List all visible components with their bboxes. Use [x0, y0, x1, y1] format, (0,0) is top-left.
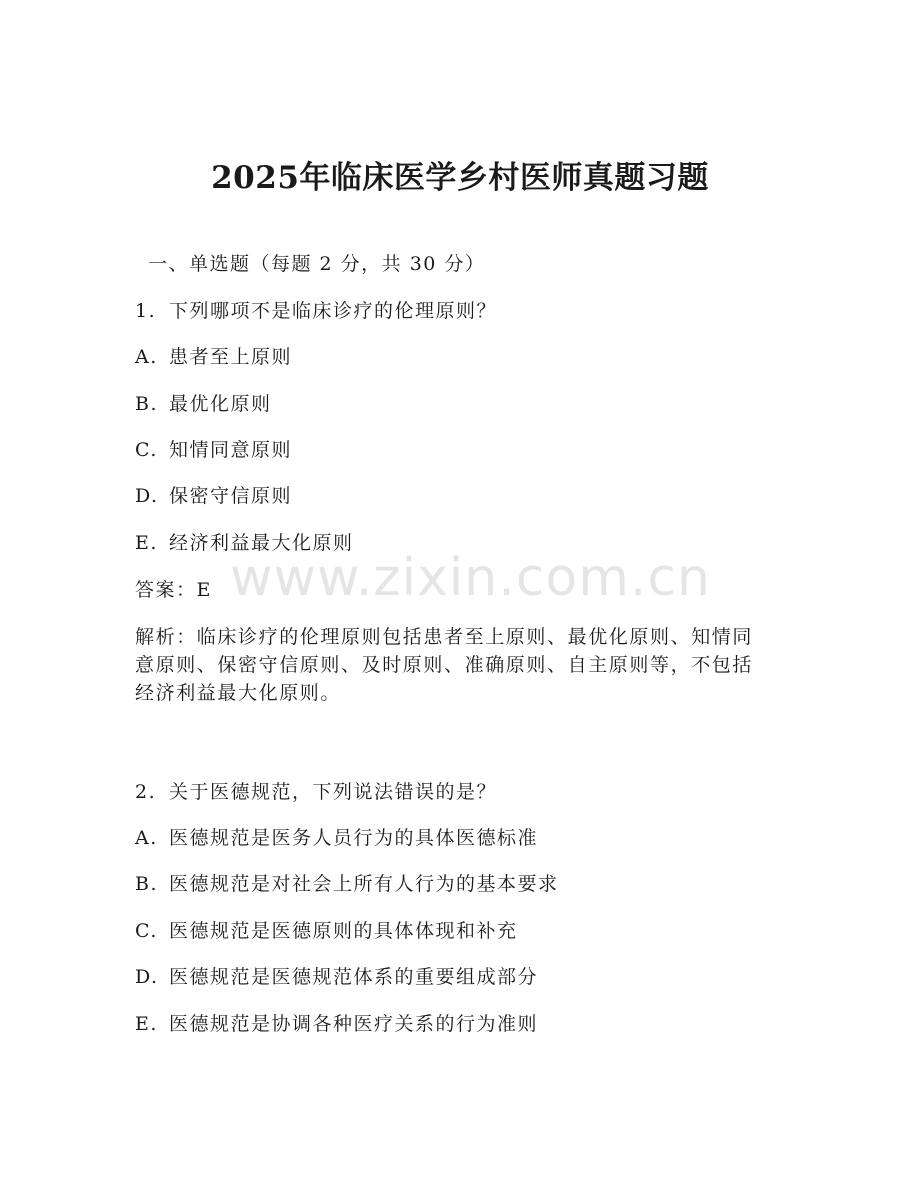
- option-letter: A.: [135, 827, 158, 849]
- section-heading: 一、单选题（每题 2 分，共 30 分）: [148, 253, 486, 275]
- question-text: 下列哪项不是临床诊疗的伦理原则？: [169, 300, 498, 322]
- explanation-line: 解析：临床诊疗的伦理原则包括患者至上原则、最优化原则、知情同: [135, 626, 754, 648]
- option-letter: B.: [135, 393, 159, 415]
- option-letter: E.: [135, 532, 158, 554]
- explanation-line: 意原则、保密守信原则、及时原则、准确原则、自主原则等，不包括: [135, 654, 754, 676]
- option-a: [135, 342, 292, 372]
- option-text: 最优化原则: [169, 393, 272, 415]
- option-d: [135, 962, 538, 992]
- option-letter: A.: [135, 346, 158, 368]
- option-letter: E.: [135, 1013, 158, 1035]
- option-text: 医德规范是医德原则的具体体现和补充: [169, 920, 518, 942]
- question-number: 2.: [135, 781, 157, 803]
- question-2: [135, 777, 497, 807]
- answer-1: 答案：E: [135, 579, 212, 601]
- option-e: [135, 1009, 538, 1039]
- option-text: 知情同意原则: [169, 439, 293, 461]
- option-text: 经济利益最大化原则: [169, 532, 354, 554]
- option-text: 医德规范是对社会上所有人行为的基本要求: [169, 873, 559, 895]
- option-letter: D.: [135, 966, 159, 988]
- option-text: 医德规范是医务人员行为的具体医德标准: [169, 827, 539, 849]
- option-a: [135, 823, 538, 853]
- option-text: 保密守信原则: [169, 485, 293, 507]
- document-title: 2025年临床医学乡村医师真题习题: [211, 160, 709, 196]
- option-letter: B.: [135, 873, 159, 895]
- option-text: 医德规范是医德规范体系的重要组成部分: [169, 966, 539, 988]
- explanation-line: 经济利益最大化原则。: [135, 682, 342, 704]
- option-d: [135, 481, 292, 511]
- question-1: [135, 296, 497, 326]
- option-c: [135, 916, 518, 946]
- option-letter: D.: [135, 485, 159, 507]
- option-b: [135, 869, 559, 899]
- option-text: 医德规范是协调各种医疗关系的行为准则: [169, 1013, 539, 1035]
- option-letter: C.: [135, 920, 158, 942]
- option-letter: C.: [135, 439, 158, 461]
- option-e: [135, 528, 354, 558]
- option-b: [135, 389, 272, 419]
- question-text: 关于医德规范，下列说法错误的是？: [169, 781, 498, 803]
- explanation-1: [135, 623, 775, 707]
- question-number: 1.: [135, 300, 157, 322]
- option-c: [135, 435, 292, 465]
- watermark: www.zixin.com.cn: [230, 548, 711, 608]
- option-text: 患者至上原则: [169, 346, 293, 368]
